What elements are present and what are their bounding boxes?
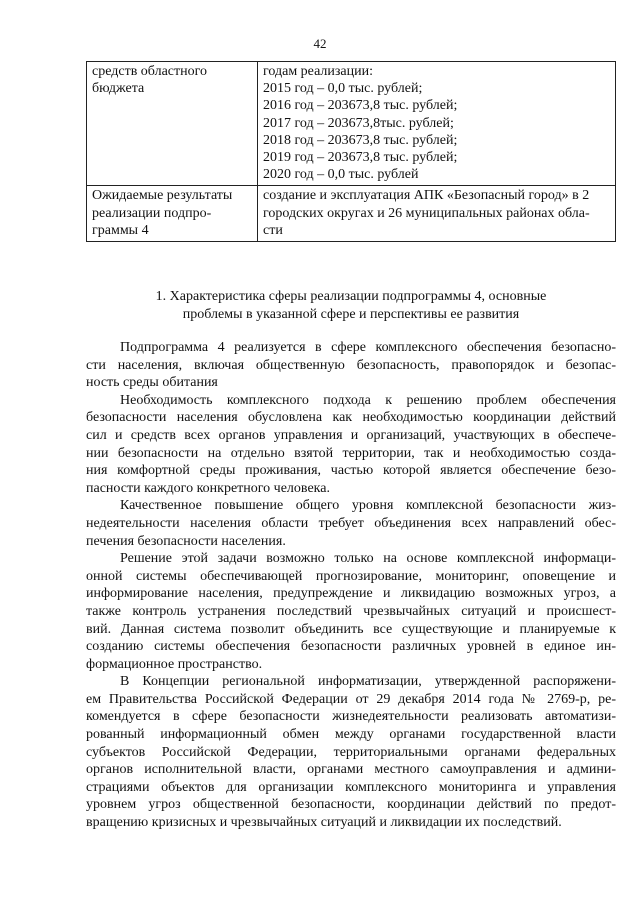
text-line: формационное пространство. [86, 656, 263, 672]
cell-line: 2018 год – 203673,8 тыс. рублей; [263, 132, 458, 148]
cell-line: 2015 год – 0,0 тыс. рублей; [263, 81, 423, 97]
text-line: информирование населения, предупреждение и ликвидацию возможных угроз, а [86, 586, 616, 602]
table-row [87, 62, 616, 186]
paragraph [86, 497, 616, 550]
cell-line: средств областного [92, 64, 208, 79]
table-cell-value [258, 62, 616, 186]
text-line: страциями объектов для организации комплексного мониторинга и управления [86, 779, 616, 795]
cell-line: создание и эксплуатация АПК «Безопасный город» в 2 [263, 188, 590, 204]
text-line: ния комфортной среды проживания, частью которой является обеспечение безо- [86, 463, 616, 479]
text-line: безопасности населения обусловлена как необходимостью координации действий [86, 410, 616, 426]
cell-line: городских округах и 26 муниципальных районах обла- [263, 205, 590, 221]
body-text [86, 339, 616, 832]
text-line: вращению кризисных и чрезвычайных ситуаций и ликвидации их последствий. [86, 815, 562, 831]
text-line: ем Правительства Российской Федерации от 29 декабря 2014 года № 2769-р, ре- [86, 691, 616, 707]
cell-line: 2020 год – 0,0 тыс. рублей [263, 167, 419, 183]
text-line: органов исполнительной власти, органами местного самоуправления и админи- [86, 762, 616, 778]
paragraph [86, 392, 616, 498]
heading-line: проблемы в указанной сфере и перспективы ее развития [182, 306, 520, 322]
cell-line: 2019 год – 203673,8 тыс. рублей; [263, 150, 458, 166]
text-line: уровнем угроз общественной безопасности, координации действий по предот- [86, 797, 616, 813]
text-line: Необходимость комплексного подхода к решению проблем обеспечения [120, 392, 616, 408]
text-line: созданию системы обеспечения безопасности различных уровней в единое ин- [86, 639, 616, 655]
cell-line: 2016 год – 203673,8 тыс. рублей; [263, 98, 458, 114]
passport-table [86, 61, 616, 242]
section-heading [86, 288, 616, 323]
table-cell-value [258, 186, 616, 242]
table-cell-label [87, 186, 258, 242]
text-line: недеятельности населения области требует объединения всех направлений обес- [86, 515, 616, 531]
text-line: комендуется в сфере безопасности жизнедеятельности реализовать автоматизи- [86, 709, 616, 725]
cell-line: реализации подпро- [92, 205, 212, 221]
text-line: также контроль устранения последствий чрезвычайных ситуаций и происшест- [86, 603, 616, 619]
text-line: Решение этой задачи возможно только на основе комплексной информаци- [120, 551, 616, 567]
text-line: онной системы обеспечивающей прогнозирование, мониторинг, оповещение и [86, 568, 616, 584]
text-line: нии безопасности на отдельно взятой территории, так и необходимостью созда- [86, 445, 616, 461]
text-line: ность среды обитания [86, 375, 218, 391]
cell-line: 2017 год – 203673,8тыс. рублей; [263, 115, 454, 131]
cell-line: годам реализации: [263, 64, 373, 79]
paragraph [86, 339, 616, 392]
table-row [87, 186, 616, 242]
page-number: 42 [313, 36, 327, 51]
text-line: субъектов Российской Федерации, территориальными органами федеральных [86, 744, 616, 760]
text-line: сти населения, включая общественную безопасность, правопорядок и безопас- [86, 357, 616, 373]
paragraph [86, 673, 616, 831]
text-line: сил и средств всех органов управления и организаций, участвующих в обеспече- [86, 427, 616, 443]
text-line: В Концепции региональной информатизации, утвержденной распоряжени- [120, 674, 616, 690]
text-line: печения безопасности населения. [86, 533, 286, 549]
text-line: Подпрограмма 4 реализуется в сфере комплексного обеспечения безопасно- [120, 340, 616, 355]
table-cell-label [87, 62, 258, 186]
cell-line: Ожидаемые результаты [92, 188, 233, 204]
text-line: вий. Данная система позволит объединить все существующие и планируемые к [86, 621, 616, 637]
text-line: Качественное повышение общего уровня комплексной безопасности жиз- [120, 498, 616, 514]
heading-line: 1. Характеристика сферы реализации подпрограммы 4, основные [155, 289, 547, 304]
cell-line: сти [263, 222, 283, 238]
text-line: пасности каждого конкретного человека. [86, 480, 330, 496]
cell-line: граммы 4 [92, 222, 149, 238]
cell-line: бюджета [92, 81, 145, 97]
text-line: рованный информационный обмен между органами государственной власти [86, 727, 616, 743]
paragraph [86, 550, 616, 673]
